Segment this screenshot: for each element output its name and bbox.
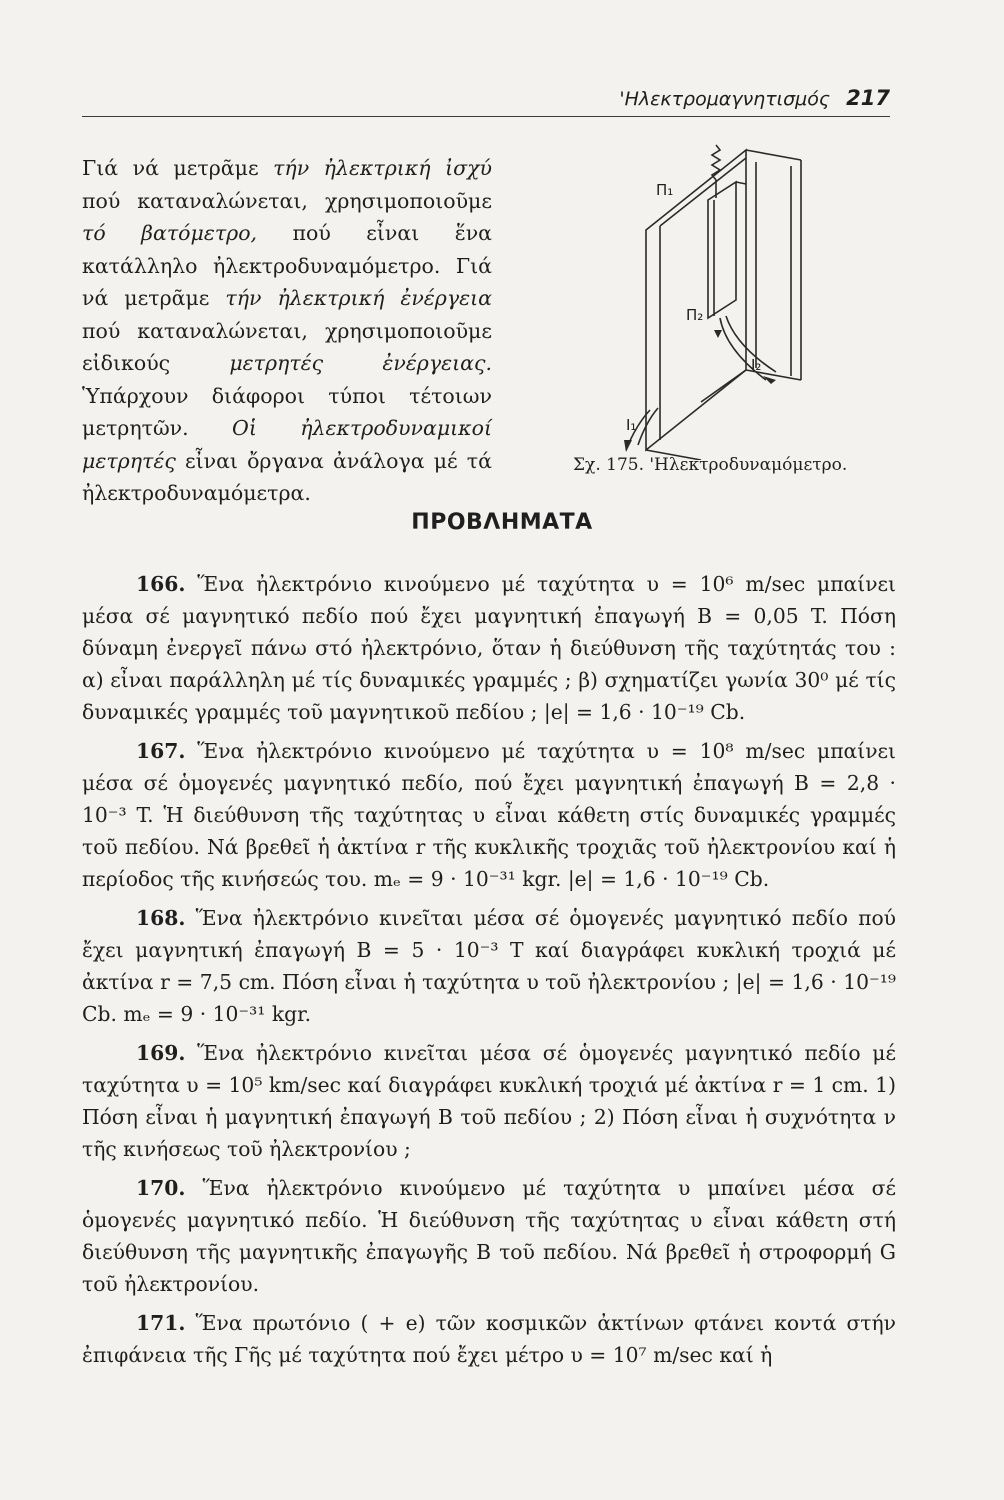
problem-text: Ἕνα ἠλεκτρόνιο κινούμενο μέ ταχύτητα υ = 10⁶ m/sec μπαίνει μέσα σέ μαγνητικό πεδίο πού ἔχει μαγνητική ἐπαγωγή B = 0,05 T. Πόση δύναμη ἐνεργεῖ πάνω στό ἠλεκτρόνιο, ὅταν ἡ διεύθυνση τῆς ταχύτητάς του : α) εἶναι παράλληλη μέ τίς δυναμικές γραμμές ; β) σχηματίζει γωνία 30⁰ μέ τίς δυναμικές γραμμές τοῦ μαγνητικοῦ πεδίου ; |e| = 1,6 · 10⁻¹⁹ Cb. xyxy=(82,572,896,724)
problem-number: 169. xyxy=(136,1041,186,1065)
problem-169 xyxy=(82,1037,896,1165)
intro-paragraph xyxy=(82,152,492,510)
intro-text-1: Γιά νά μετρᾶμε xyxy=(82,156,274,180)
problem-number: 170. xyxy=(136,1176,186,1200)
problem-number: 171. xyxy=(136,1311,186,1335)
running-title: 'Ηλεκτρομαγνητισμός xyxy=(619,88,830,110)
intro-text-3: πού εἶναι ἕνα κατάλληλο ἠλεκτροδυναμόμετρο. Γιά νά μετρᾶμε xyxy=(82,221,493,310)
problem-166 xyxy=(82,568,896,728)
problem-number: 168. xyxy=(136,906,186,930)
intro-emphasis-1: τήν ἠλεκτρική ἰσχύ xyxy=(273,156,492,180)
intro-emphasis-3: τήν ἠλεκτρική ἐνέργεια xyxy=(225,286,492,310)
intro-text-4: πού καταναλώνεται, χρησιμοποιοῦμε εἰδικούς xyxy=(82,318,492,375)
intro-text-5: Ὑπάρχουν διάφοροι τύποι τέτοιων μετρητῶν. xyxy=(82,383,492,440)
problems-list xyxy=(82,568,896,1378)
problem-text: Ἕνα ἠλεκτρόνιο κινεῖται μέσα σέ ὁμογενές μαγνητικό πεδίο πού ἔχει μαγνητική ἐπαγωγή B = 5 · 10⁻³ T καί διαγράφει κυκλική τροχιά μέ ἀκτίνα r = 7,5 cm. Πόση εἶναι ἡ ταχύτητα υ τοῦ ἠλεκτρονίου ; |e| = 1,6 · 10⁻¹⁹ Cb. mₑ = 9 · 10⁻³¹ kgr. xyxy=(82,906,896,1026)
intro-text-6: εἶναι ὄργανα ἀνάλογα μέ τά ἠλεκτροδυναμόμετρα. xyxy=(82,448,492,505)
problem-167 xyxy=(82,735,896,895)
problem-number: 167. xyxy=(136,739,186,763)
label-i2: I₂ xyxy=(751,356,762,374)
moving-coil xyxy=(708,182,736,318)
figure-caption: Σχ. 175. 'Ηλεκτροδυναμόμετρο. xyxy=(573,455,848,475)
problem-text: Ἕνα ἠλεκτρόνιο κινούμενο μέ ταχύτητα υ μπαίνει μέσα σέ ὁμογενές μαγνητικό πεδίο. Ἡ διεύθυνση τῆς ταχύτητας υ εἶναι κάθετη στή διεύθυνση τῆς μαγνητικῆς ἐπαγωγῆς B τοῦ πεδίου. Νά βρεθεῖ ἡ στροφορμή G τοῦ ἠλεκτρονίου. xyxy=(82,1176,896,1296)
electrodynamometer-diagram xyxy=(596,140,896,460)
problem-text: Ἕνα πρωτόνιο ( + e) τῶν κοσμικῶν ἀκτίνων φτάνει κοντά στήν ἐπιφάνεια τῆς Γῆς μέ ταχύτητα πού ἔχει μέτρο υ = 10⁷ m/sec καί ἡ xyxy=(82,1311,896,1367)
problem-text: Ἕνα ἠλεκτρόνιο κινεῖται μέσα σέ ὁμογενές μαγνητικό πεδίο μέ ταχύτητα υ = 10⁵ km/sec καί διαγράφει κυκλική τροχιά μέ ἀκτίνα r = 1 cm. 1) Πόση εἶναι ἡ μαγνητική ἐπαγωγή B τοῦ πεδίου ; 2) Πόση εἶναι ἡ συχνότητα ν τῆς κινήσεως τοῦ ἠλεκτρονίου ; xyxy=(82,1041,896,1161)
problem-168 xyxy=(82,902,896,1030)
problem-170 xyxy=(82,1172,896,1300)
page-number: 217 xyxy=(846,86,890,110)
problem-171 xyxy=(82,1307,896,1371)
section-title: ΠΡΟΒΛΗΜΑΤΑ xyxy=(411,510,593,535)
intro-emphasis-4: μετρητές ἐνέργειας. xyxy=(229,351,492,375)
label-i1: I₁ xyxy=(626,416,637,434)
label-pi2: Π₂ xyxy=(686,306,704,324)
electrodynamometer-figure xyxy=(596,140,896,460)
intro-emphasis-2: τό βατόμετρο, xyxy=(82,221,258,245)
intro-text-2: πού καταναλώνεται, χρησιμοποιοῦμε xyxy=(82,188,492,213)
page-header xyxy=(82,80,890,117)
problem-number: 166. xyxy=(136,572,186,596)
problem-text: Ἕνα ἠλεκτρόνιο κινούμενο μέ ταχύτητα υ = 10⁸ m/sec μπαίνει μέσα σέ ὁμογενές μαγνητικό πεδίο, πού ἔχει μαγνητική ἐπαγωγή B = 2,8 · 10⁻³ T. Ἡ διεύθυνση τῆς ταχύτητας υ εἶναι κάθετη στίς δυναμικές γραμμές τοῦ πεδίου. Νά βρεθεῖ ἡ ἀκτίνα r τῆς κυκλικῆς τροχιᾶς τοῦ ἠλεκτρονίου καί ἡ περίοδος τῆς κινήσεώς του. mₑ = 9 · 10⁻³¹ kgr. |e| = 1,6 · 10⁻¹⁹ Cb. xyxy=(82,739,896,891)
intro-emphasis-5: Οἱ ἠλεκτροδυναμικοί μετρητές xyxy=(82,416,492,473)
label-pi1: Π₁ xyxy=(656,181,674,199)
